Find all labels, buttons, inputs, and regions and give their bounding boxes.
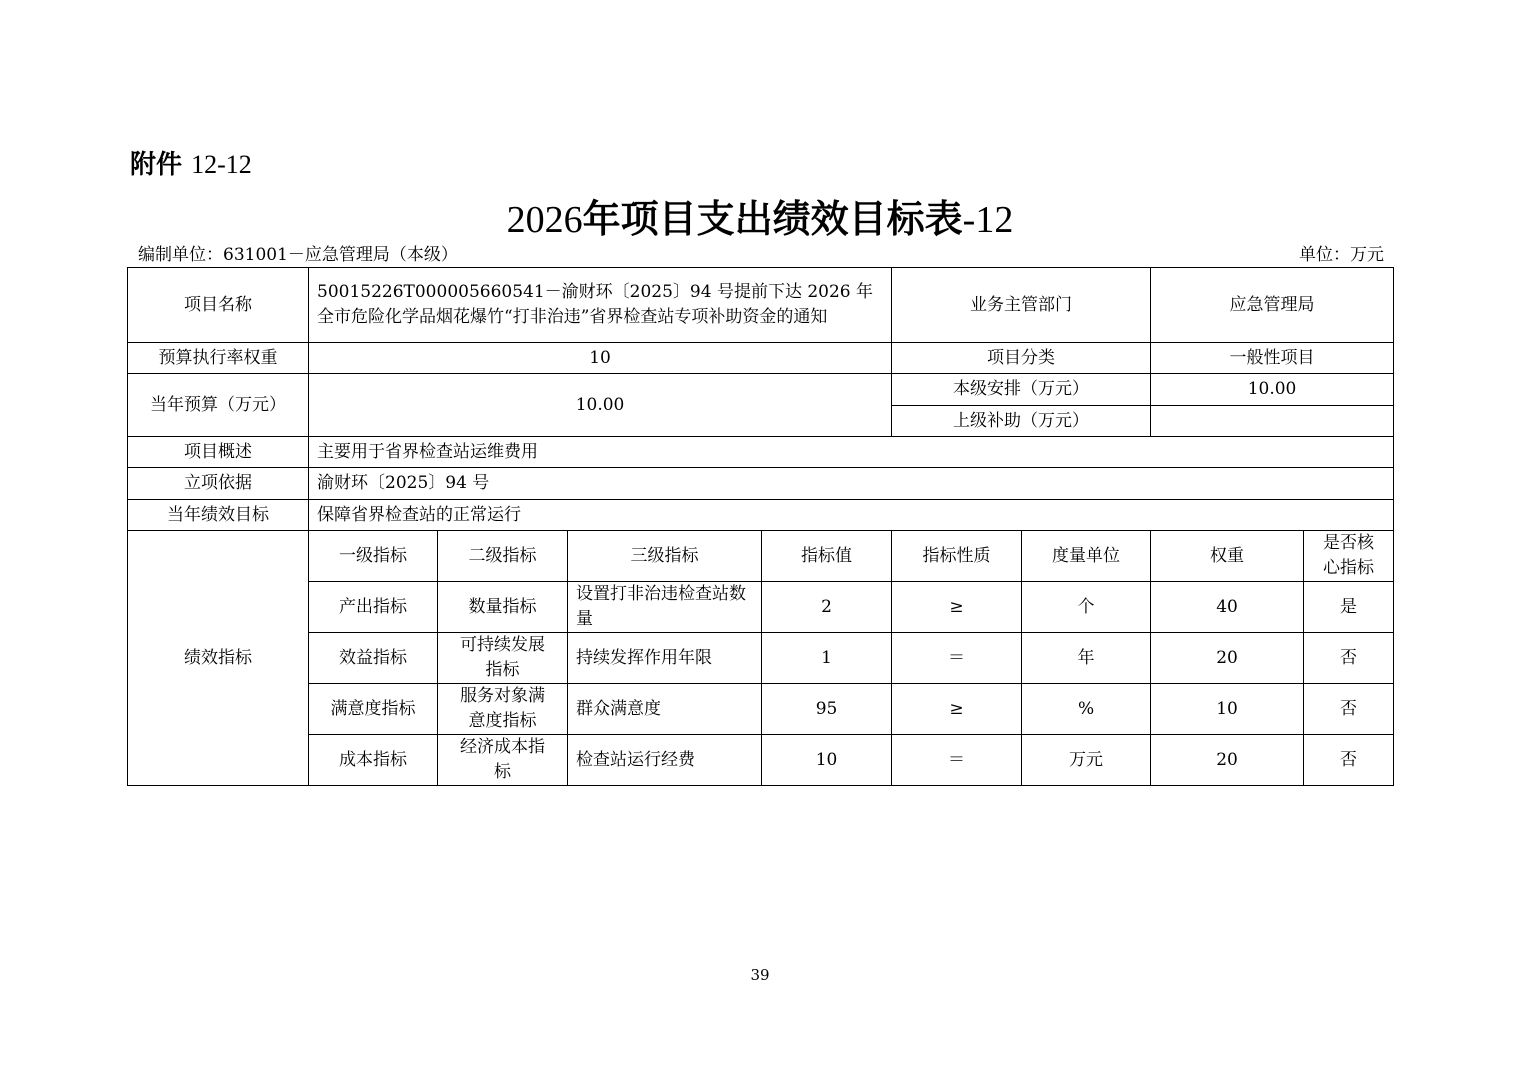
table-row [128, 735, 1394, 786]
exec-rate-label: 预算执行率权重 [128, 343, 309, 374]
table-row [128, 633, 1394, 684]
performance-table [127, 267, 1394, 786]
overview-value: 主要用于省界检查站运维费用 [309, 437, 1394, 468]
header-core: 是否核心指标 [1304, 531, 1394, 582]
dept-label: 业务主管部门 [892, 268, 1151, 343]
cell-unit: % [1022, 684, 1151, 735]
cell-level3: 群众满意度 [568, 684, 762, 735]
cell-value: 10 [762, 735, 892, 786]
cell-weight: 20 [1151, 735, 1304, 786]
cell-nature: ＝ [892, 735, 1022, 786]
header-level2: 二级指标 [438, 531, 568, 582]
cell-core: 是 [1304, 582, 1394, 633]
upper-funding-value [1151, 406, 1394, 437]
row-basis [128, 468, 1394, 500]
currency-unit: 单位：万元 [1299, 245, 1384, 265]
cell-unit: 年 [1022, 633, 1151, 684]
table-row [128, 582, 1394, 633]
perf-label: 绩效指标 [128, 531, 309, 786]
row-project-name [128, 268, 1394, 343]
cell-nature: ≥ [892, 684, 1022, 735]
cell-level1: 满意度指标 [309, 684, 438, 735]
cell-level3: 检查站运行经费 [568, 735, 762, 786]
goal-value: 保障省界检查站的正常运行 [309, 500, 1394, 531]
cell-level1: 成本指标 [309, 735, 438, 786]
cell-level3: 设置打非治违检查站数量 [568, 582, 762, 633]
cell-level3: 持续发挥作用年限 [568, 633, 762, 684]
upper-funding-label: 上级补助（万元） [892, 406, 1151, 437]
header-value: 指标值 [762, 531, 892, 582]
cell-weight: 40 [1151, 582, 1304, 633]
header-level3: 三级指标 [568, 531, 762, 582]
header-level1: 一级指标 [309, 531, 438, 582]
basis-label: 立项依据 [128, 468, 309, 500]
header-nature: 指标性质 [892, 531, 1022, 582]
cell-nature: ≥ [892, 582, 1022, 633]
cell-value: 95 [762, 684, 892, 735]
cell-level2: 服务对象满意度指标 [438, 684, 568, 735]
overview-label: 项目概述 [128, 437, 309, 468]
exec-rate-value: 10 [309, 343, 892, 374]
dept-value: 应急管理局 [1151, 268, 1394, 343]
page-title [0, 188, 1520, 243]
project-name-label: 项目名称 [128, 268, 309, 343]
attachment-label [130, 144, 252, 181]
cell-unit: 万元 [1022, 735, 1151, 786]
cell-nature: ＝ [892, 633, 1022, 684]
cell-weight: 20 [1151, 633, 1304, 684]
compiler-unit: 编制单位：631001－应急管理局（本级） [138, 245, 458, 265]
row-budget [128, 374, 1394, 406]
project-name-value: 50015226T000005660541－渝财环〔2025〕94 号提前下达 2026 年全市危险化学品烟花爆竹“打非治违”省界检查站专项补助资金的通知 [309, 268, 892, 343]
header-weight: 权重 [1151, 531, 1304, 582]
cell-value: 1 [762, 633, 892, 684]
attachment-number: 12-12 [191, 150, 252, 179]
cell-level1: 效益指标 [309, 633, 438, 684]
title-suffix: -12 [962, 199, 1014, 241]
local-funding-label: 本级安排（万元） [892, 374, 1151, 406]
perf-header-row [128, 531, 1394, 582]
cell-core: 否 [1304, 735, 1394, 786]
cell-unit: 个 [1022, 582, 1151, 633]
row-exec-rate [128, 343, 1394, 374]
category-label: 项目分类 [892, 343, 1151, 374]
attachment-word: 附件 [130, 150, 183, 180]
budget-label: 当年预算（万元） [128, 374, 309, 437]
cell-level1: 产出指标 [309, 582, 438, 633]
header-unit: 度量单位 [1022, 531, 1151, 582]
cell-core: 否 [1304, 684, 1394, 735]
cell-level2: 可持续发展指标 [438, 633, 568, 684]
title-main: 年项目支出绩效目标表 [582, 197, 963, 241]
local-funding-value: 10.00 [1151, 374, 1394, 406]
title-year: 2026 [506, 199, 583, 241]
cell-level2: 经济成本指标 [438, 735, 568, 786]
cell-core: 否 [1304, 633, 1394, 684]
cell-value: 2 [762, 582, 892, 633]
row-goal [128, 500, 1394, 531]
table-row [128, 684, 1394, 735]
page-number: 39 [750, 966, 770, 984]
budget-value: 10.00 [309, 374, 892, 437]
row-overview [128, 437, 1394, 468]
goal-label: 当年绩效目标 [128, 500, 309, 531]
basis-value: 渝财环〔2025〕94 号 [309, 468, 1394, 500]
category-value: 一般性项目 [1151, 343, 1394, 374]
cell-level2: 数量指标 [438, 582, 568, 633]
cell-weight: 10 [1151, 684, 1304, 735]
